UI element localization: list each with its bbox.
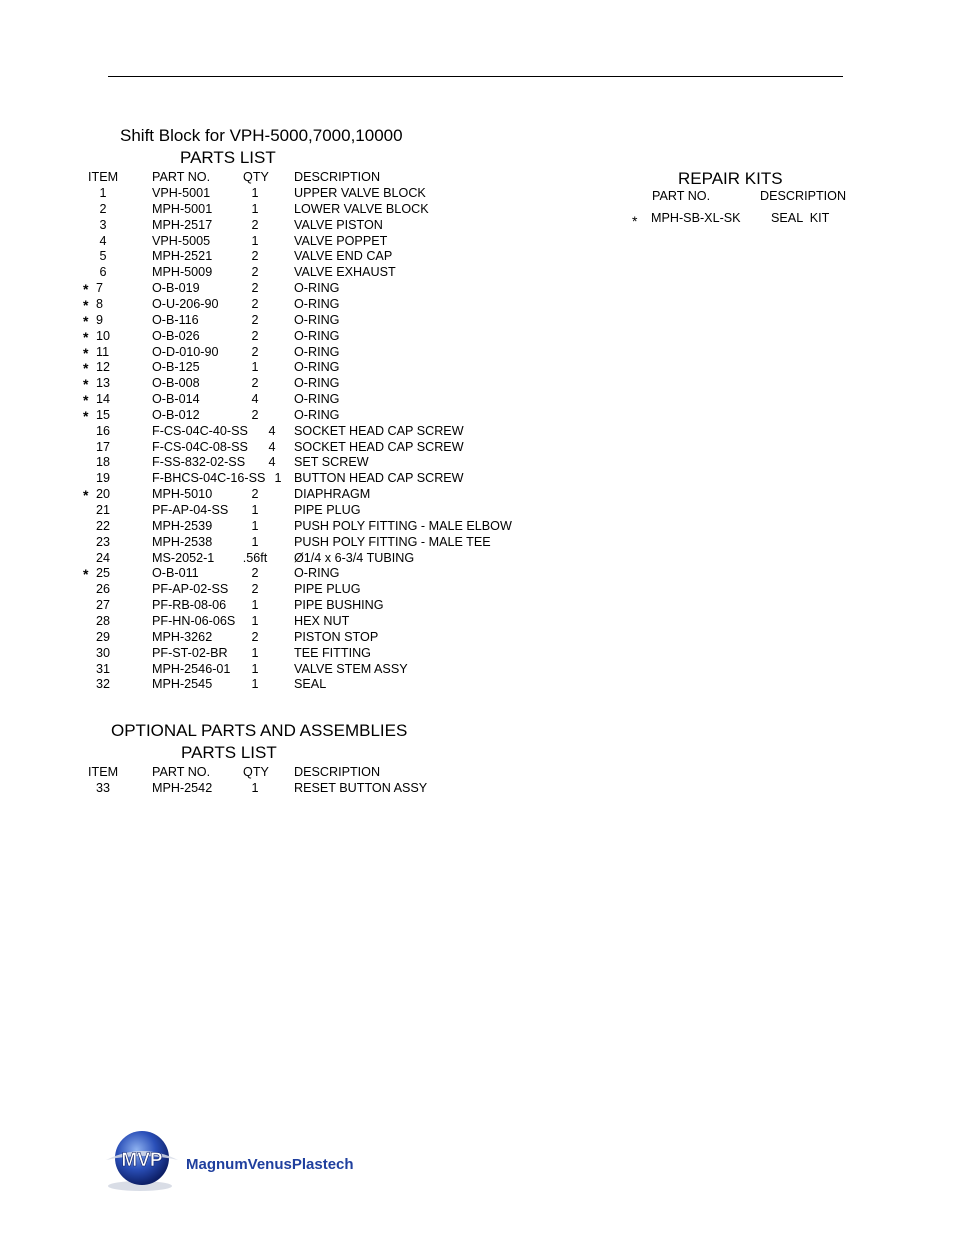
part-number: O-B-014: [152, 392, 200, 407]
quantity: 4: [268, 423, 276, 438]
description: O-RING: [294, 281, 340, 296]
item-number: 6: [99, 265, 107, 280]
item-number: 17: [95, 439, 110, 454]
description: O-RING: [294, 296, 340, 311]
quantity: 1: [251, 503, 259, 517]
part-number: MPH-2538: [152, 534, 213, 549]
part-number: F-SS-832-02-SS: [152, 455, 246, 470]
description: O-RING: [294, 328, 340, 343]
description: O-RING: [294, 376, 340, 391]
table-row: [0, 614, 560, 630]
part-number: O-B-125: [152, 360, 200, 375]
table-row: [0, 781, 560, 797]
item-number: 26: [95, 582, 110, 597]
col-part: PART NO.: [152, 170, 211, 184]
part-number: O-B-011: [152, 566, 199, 581]
parts-list-heading: PARTS LIST: [180, 148, 276, 167]
item-number: 29: [95, 629, 110, 644]
quantity: 1: [251, 661, 259, 676]
item-number: 5: [99, 249, 107, 264]
table-row: [0, 551, 560, 567]
description: UPPER VALVE BLOCK: [294, 186, 426, 200]
repair-kit-marker: *: [83, 376, 89, 393]
part-number: O-B-019: [152, 281, 200, 296]
quantity: 2: [251, 344, 259, 359]
table-row: [0, 487, 560, 503]
item-number: 30: [95, 645, 110, 660]
item-number: 18: [95, 455, 110, 470]
item-number: 20: [96, 487, 111, 502]
quantity: 1: [251, 613, 259, 628]
item-number: 24: [95, 550, 110, 565]
item-number: 14: [96, 392, 111, 407]
description: VALVE STEM ASSY: [294, 661, 408, 676]
repair-kit-description: SEAL KIT: [771, 211, 830, 225]
part-number: F-CS-04C-08-SS: [152, 439, 248, 454]
quantity: 2: [251, 296, 259, 311]
part-number: MS-2052-1: [152, 550, 215, 565]
description: SET SCREW: [294, 455, 369, 470]
part-number: F-CS-04C-40-SS: [152, 423, 248, 438]
table-row: [0, 519, 560, 535]
quantity: 2: [251, 312, 259, 327]
description: RESET BUTTON ASSY: [294, 781, 428, 795]
item-number: 31: [95, 661, 110, 676]
table-row: [0, 598, 560, 614]
part-number: MPH-5001: [152, 201, 213, 216]
table-row: [0, 503, 560, 519]
item-number: 33: [95, 781, 110, 795]
description: PISTON STOP: [294, 629, 379, 644]
part-number: O-B-116: [152, 312, 199, 327]
table-row: [0, 360, 560, 376]
repair-kit-marker: *: [83, 312, 89, 329]
item-number: 12: [96, 360, 111, 375]
item-number: 15: [96, 407, 111, 422]
table-row: [0, 234, 560, 250]
quantity: .56ft: [242, 550, 268, 565]
table-row: [0, 186, 560, 202]
logo-wordmark: MagnumVenusPlastech: [186, 1156, 354, 1173]
quantity: 1: [251, 186, 259, 200]
table-row: [0, 392, 560, 408]
repair-kit-marker: *: [83, 407, 89, 424]
description: TEE FITTING: [294, 645, 371, 660]
part-number: MPH-2539: [152, 518, 213, 533]
part-number: PF-AP-04-SS: [152, 503, 229, 517]
table-row: [0, 376, 560, 392]
table-row: [0, 471, 560, 487]
item-number: 23: [95, 534, 110, 549]
quantity: 1: [251, 360, 259, 375]
item-number: 19: [95, 471, 110, 486]
description: O-RING: [294, 392, 340, 407]
table-row: [0, 566, 560, 582]
item-number: 13: [96, 376, 111, 391]
part-number: PF-AP-02-SS: [152, 582, 229, 597]
description: LOWER VALVE BLOCK: [294, 201, 429, 216]
col-qty: QTY: [243, 170, 269, 184]
quantity: 2: [251, 582, 259, 597]
optional-table-header: [0, 765, 560, 781]
table-row: [0, 646, 560, 662]
part-number: O-D-010-90: [152, 344, 219, 359]
part-number: VPH-5001: [152, 186, 211, 200]
repair-kit-marker: *: [83, 296, 89, 313]
logo-badge: MVP: [121, 1150, 163, 1171]
description: O-RING: [294, 566, 340, 581]
table-row: [0, 408, 560, 424]
item-number: 28: [95, 613, 110, 628]
part-number: MPH-2542: [152, 781, 213, 795]
part-number: O-B-008: [152, 376, 200, 391]
description: DIAPHRAGM: [294, 487, 371, 502]
mvp-globe-icon: [102, 1130, 402, 1192]
col-desc: DESCRIPTION: [294, 765, 381, 779]
table-row: [0, 535, 560, 551]
quantity: 2: [251, 328, 259, 343]
item-number: 1: [99, 186, 107, 200]
description: VALVE POPPET: [294, 233, 388, 248]
repair-kit-marker: *: [83, 360, 89, 377]
quantity: 2: [251, 407, 259, 422]
description: O-RING: [294, 407, 340, 422]
quantity: 2: [251, 376, 259, 391]
quantity: 2: [251, 217, 259, 232]
description: BUTTON HEAD CAP SCREW: [294, 471, 464, 486]
item-number: 25: [96, 566, 111, 581]
quantity: 1: [251, 598, 259, 613]
company-logo: [102, 1130, 402, 1192]
description: PUSH POLY FITTING - MALE TEE: [294, 534, 491, 549]
quantity: 2: [251, 629, 259, 644]
table-row: [0, 249, 560, 265]
item-number: 4: [99, 233, 107, 248]
item-number: 21: [95, 503, 110, 517]
quantity: 2: [251, 487, 259, 502]
part-number: F-BHCS-04C-16-SS: [152, 471, 266, 486]
quantity: 2: [251, 249, 259, 264]
table-row: [0, 630, 560, 646]
table-row: [0, 265, 560, 281]
quantity: 1: [251, 534, 259, 549]
item-number: 27: [95, 598, 110, 613]
item-number: 9: [96, 312, 104, 327]
repair-kit-marker: *: [83, 566, 89, 583]
optional-title: OPTIONAL PARTS AND ASSEMBLIES: [111, 721, 408, 740]
page-title: Shift Block for VPH-5000,7000,10000: [120, 126, 403, 145]
description: SEAL: [294, 677, 327, 692]
repair-col-desc: DESCRIPTION: [760, 189, 847, 203]
repair-kit-marker: *: [83, 281, 89, 298]
item-number: 3: [99, 217, 107, 232]
item-number: 16: [95, 423, 110, 438]
table-row: [0, 424, 560, 440]
quantity: 1: [251, 677, 259, 692]
repair-kit-marker: *: [83, 392, 89, 409]
description: SOCKET HEAD CAP SCREW: [294, 439, 464, 454]
part-number: PF-HN-06-06S: [152, 613, 236, 628]
repair-kits-title: REPAIR KITS: [678, 169, 783, 188]
repair-kit-marker: *: [632, 213, 638, 229]
repair-kit-marker: *: [83, 328, 89, 345]
quantity: 4: [268, 455, 276, 470]
table-row: [0, 345, 560, 361]
item-number: 11: [96, 344, 110, 359]
description: PIPE BUSHING: [294, 598, 384, 613]
quantity: 4: [268, 439, 276, 454]
part-number: MPH-2545: [152, 677, 213, 692]
table-row: [0, 218, 560, 234]
description: O-RING: [294, 312, 340, 327]
item-number: 2: [99, 201, 107, 216]
part-number: PF-ST-02-BR: [152, 645, 228, 660]
parts-table-header: [0, 170, 560, 186]
table-row: [0, 662, 560, 678]
quantity: 1: [251, 233, 259, 248]
part-number: MPH-3262: [152, 629, 213, 644]
repair-kit-marker: *: [83, 344, 89, 361]
quantity: 2: [251, 566, 259, 581]
description: PIPE PLUG: [294, 503, 361, 517]
part-number: O-B-012: [152, 407, 200, 422]
description: VALVE PISTON: [294, 217, 383, 232]
item-number: 32: [95, 677, 110, 692]
repair-col-part: PART NO.: [652, 189, 711, 203]
col-desc: DESCRIPTION: [294, 170, 381, 184]
quantity: 4: [251, 392, 259, 407]
description: HEX NUT: [294, 613, 350, 628]
description: VALVE END CAP: [294, 249, 393, 264]
part-number: MPH-5010: [152, 487, 213, 502]
part-number: MPH-2546-01: [152, 661, 231, 676]
table-row: [0, 440, 560, 456]
col-item: ITEM: [88, 170, 119, 184]
repair-kit-marker: *: [83, 487, 89, 504]
description: Ø1/4 x 6-3/4 TUBING: [294, 550, 415, 565]
item-number: 8: [96, 296, 104, 311]
col-item: ITEM: [88, 765, 119, 779]
quantity: 2: [251, 281, 259, 296]
table-row: [0, 297, 560, 313]
table-row: [0, 455, 560, 471]
table-row: [0, 313, 560, 329]
part-number: MPH-2517: [152, 217, 213, 232]
description: O-RING: [294, 344, 340, 359]
table-row: [0, 202, 560, 218]
part-number: MPH-5009: [152, 265, 213, 280]
item-number: 10: [96, 328, 111, 343]
description: PIPE PLUG: [294, 582, 361, 597]
col-part: PART NO.: [152, 765, 211, 779]
quantity: 2: [251, 265, 259, 280]
table-row: [0, 281, 560, 297]
quantity: 1: [251, 518, 259, 533]
repair-kit-part-number: MPH-SB-XL-SK: [651, 211, 741, 225]
quantity: 1: [251, 201, 259, 216]
part-number: VPH-5005: [152, 233, 211, 248]
part-number: O-B-026: [152, 328, 200, 343]
part-number: MPH-2521: [152, 249, 213, 264]
quantity: 1: [251, 781, 259, 795]
description: O-RING: [294, 360, 340, 375]
table-row: [0, 677, 560, 693]
description: SOCKET HEAD CAP SCREW: [294, 423, 464, 438]
part-number: O-U-206-90: [152, 296, 219, 311]
quantity: 1: [274, 471, 282, 486]
item-number: 7: [96, 281, 104, 296]
table-row: [0, 582, 560, 598]
optional-parts-list-heading: PARTS LIST: [181, 743, 277, 762]
description: PUSH POLY FITTING - MALE ELBOW: [294, 518, 512, 533]
quantity: 1: [251, 645, 259, 660]
description: VALVE EXHAUST: [294, 265, 396, 280]
col-qty: QTY: [243, 765, 269, 779]
item-number: 22: [95, 518, 110, 533]
part-number: PF-RB-08-06: [152, 598, 227, 613]
table-row: [0, 329, 560, 345]
header-rule: [108, 76, 843, 77]
